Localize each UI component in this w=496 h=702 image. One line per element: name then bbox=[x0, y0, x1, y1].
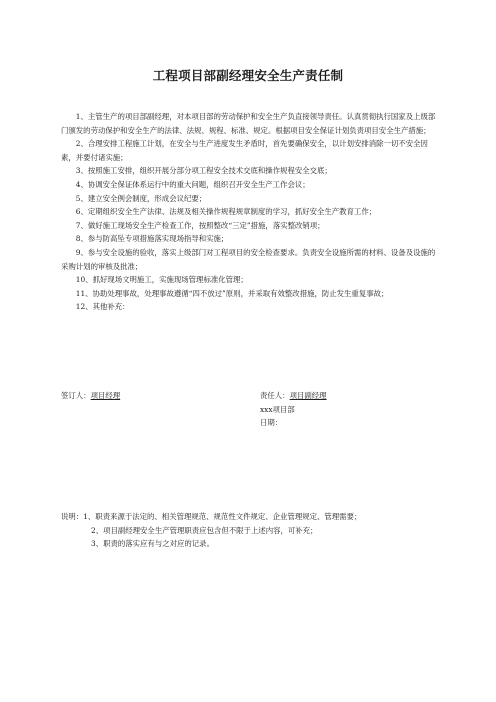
list-item: 11、协助处理事故，处理事故遵循“四不放过”原则，并采取有效整改措施，防止发生重复事故； bbox=[75, 288, 389, 298]
responsible-value: 项目副经理 bbox=[289, 391, 327, 400]
responsibility-list bbox=[61, 110, 441, 314]
responsible-block bbox=[260, 389, 327, 430]
signer-label: 签订人： bbox=[61, 391, 91, 400]
list-item: 1、主管生产的项目部副经理，对本项目部的劳动保护和安全生产负直接领导责任。认真贯彻执行国家及上级部门颁发的劳动保护和安全生产的法律、法规、规程、标准、规定。根据项目安全保证计划负责项目安全生产措施； bbox=[61, 112, 436, 135]
list-item: 6、定期组织安全生产法律、法规及相关操作规程规章制度的学习，抓好安全生产教育工作； bbox=[75, 207, 377, 217]
list-item: 8、参与防高坠专项措施落实现场指导和实施； bbox=[75, 234, 229, 244]
signer-value: 项目经理 bbox=[90, 391, 121, 400]
list-item: 3、按照施工安排，组织开展分部分项工程安全技术交底和操作规程安全交底； bbox=[75, 166, 332, 176]
list-item: 2、合理安排工程施工计划，在安全与生产进度发生矛盾时，首先要确保安全，以计划安排消除一切不安全因素，并要付诸实施； bbox=[61, 139, 428, 162]
note-line: 1、职责来源于法定的、相关管理规范、规范性文件规定、企业管理规定、管理需要； bbox=[83, 512, 362, 521]
list-item: 12、其他补充： bbox=[75, 302, 130, 312]
list-item: 5、建立安全例会制度，形成会议纪要； bbox=[75, 193, 207, 203]
notes-block bbox=[61, 510, 461, 551]
organization-name: xxx项目部 bbox=[260, 404, 295, 414]
list-item: 4、协调安全保证体系运行中的重大问题，组织召开安全生产工作会议； bbox=[75, 179, 310, 189]
notes-label: 说明： bbox=[61, 512, 84, 521]
list-item: 10、抓好现场文明施工，实施现场管理标准化管理； bbox=[75, 275, 248, 285]
date-label: 日期： bbox=[260, 418, 283, 428]
signer-block bbox=[61, 389, 120, 403]
note-line: 3、职责的落实应有与之对应的记录。 bbox=[91, 539, 214, 549]
list-item: 7、做好施工现场安全生产检查工作，按照整改“三定”措施，落实整改销项； bbox=[75, 220, 325, 230]
note-line: 2、项目副经理安全生产管理职责应包含但不限于上述内容，可补充； bbox=[91, 525, 318, 535]
document-title: 工程项目部副经理安全生产责任制 bbox=[152, 68, 344, 83]
list-item: 9、参与安全设施的验收，落实上级部门对工程项目的安全检查要求。负责安全设施所需的材料、设备及设施的采购计划的审核及批准； bbox=[61, 247, 436, 271]
responsible-label: 责任人： bbox=[260, 391, 290, 400]
